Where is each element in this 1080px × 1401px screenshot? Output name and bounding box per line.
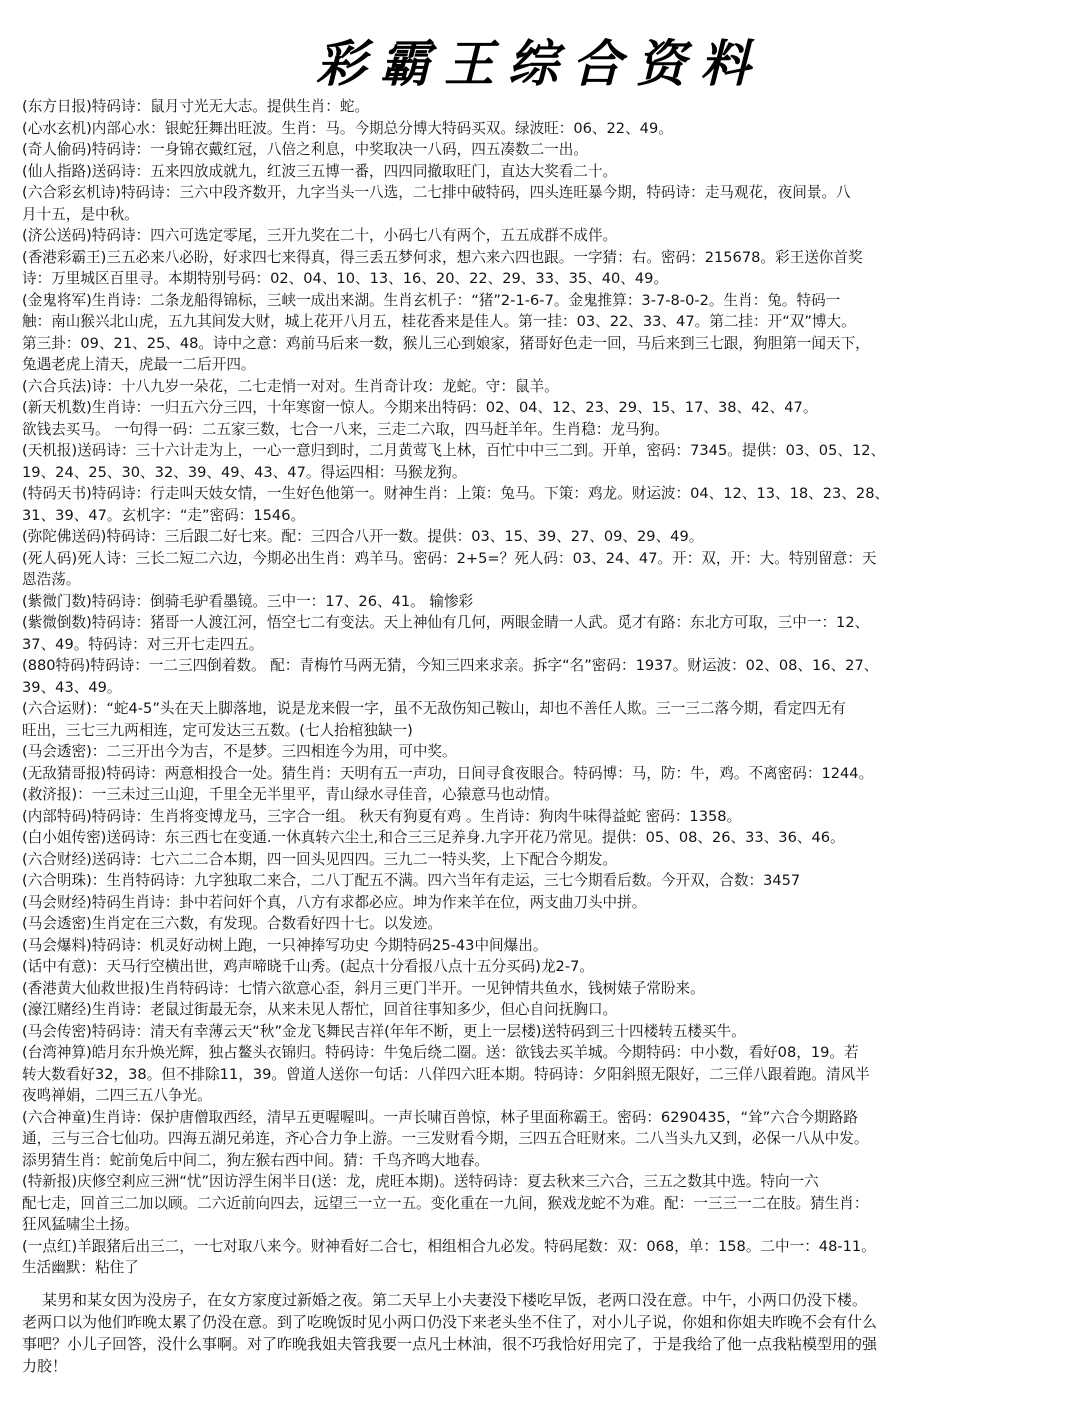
text-line: 通，三与三合七仙功。四海五湖兄弟连，齐心合力争上游。一三发财看今期，三四五合旺财来。二八当头九又到，必保一八从中发。	[22, 1130, 869, 1147]
text-line: (仙人指路)送码诗：五来四放成就九，红波三五博一番，四四同撤取旺门，直达大奖看二十。	[22, 162, 618, 180]
text-line: (死人码)死人诗：三长二短二六边，今期必出生肖：鸡羊马。密码：2+5=？死人码：03、24、47。开：双，开：大。特别留意：天	[22, 549, 877, 567]
text-line: (香港黄大仙救世报)生肖特码诗：七情六欲意心歪，斜月三更门半开。一见钟情共鱼水，钱树婊子常盼来。	[22, 979, 705, 997]
text-line: (内部特码)特码诗：生肖将变博龙马，三字合一组。 秋天有狗夏有鸡 。生肖诗：狗肉牛味得益蛇 密码：1358。	[22, 807, 742, 825]
text-line: 37、49。特码诗：对三开七走四五。	[22, 635, 264, 653]
story-line: 事吧？小儿子回答，没什么事啊。对了昨晚我姐夫管我要一点凡士林油，很不巧我恰好用完了，于是我给了他一点我粘模型用的强	[22, 1334, 878, 1353]
text-line: (马会爆料)特码诗：机灵好动树上跑，一只神捧写功史 今期特码25-43中间爆出。	[22, 936, 548, 954]
page-title: 彩霸王综合资料	[316, 34, 764, 93]
text-line: (六合彩玄机诗)特码诗：三六中段齐数开，九字当头一八选，二七排中破特码，四头连旺暴今期，特码诗：走马观花，夜间景。八	[22, 184, 851, 201]
text-line: (马会透密)：二三开出今为吉，不是梦。三四相连今为用，可中奖。	[22, 743, 457, 760]
text-line: (六合运财)：“蛇4-5”头在天上脚落地，说是龙来假一字，虽不无敌伤知己鞍山，却也不善任人欺。三一三二落今期，看定四无有	[22, 700, 846, 717]
text-line: (马会传密)特码诗：清天有幸薄云天“秋”金龙飞舞民吉祥(年年不断，更上一层楼)送特码到三十四楼转五楼买牛。	[22, 1022, 746, 1040]
text-line: 31、39、47。玄机字：“走”密码：1546。	[22, 506, 306, 524]
story-line: 力胶！	[22, 1356, 68, 1375]
text-line: (台湾神算)皓月东升焕光辉，独占鳌头衣锦归。特码诗：牛兔后绕二圈。送：欲钱去买羊城。今期特码：中小数，看好08，19。若	[22, 1044, 859, 1061]
text-line: (六合财经)送码诗：七六二二合本期，四一回头见四四。三九二一特头奖，上下配合今期发。	[22, 850, 618, 868]
info-lines	[22, 96, 1064, 1279]
text-line: (六合神童)生肖诗：保护唐僧取西经，清早五更喔喔叫。一声长啸百兽惊，林子里面称霸王。密码：6290435，“耸”六合今期路路	[22, 1108, 858, 1126]
text-line: 19、24、25、30、32、39、49、43、47。得运四相：马猴龙狗。	[22, 463, 467, 481]
text-line: 狂风猛啸尘土扬。	[22, 1216, 139, 1233]
text-line: (特码天书)特码诗：行走叫天妓女情，一生好色他第一。财神生肖：上策：兔马。下策：鸡龙。财运波：04、12、13、18、23、28、	[22, 485, 890, 502]
text-line: (话中有意)：天马行空横出世，鸡声啼晓千山秀。(起点十分看报八点十五分买码)龙2-7。	[22, 958, 594, 975]
text-line: (奇人偷码)特码诗：一身锦衣戴红冠，八倍之利息，中奖取决一八码，四五凑数二一出。	[22, 141, 588, 158]
text-line: 恩浩荡。	[22, 571, 81, 588]
text-line: (特新报)庆修空剎应三洲“忧”因访浮生闲半日(送：龙，虎旺本期)。送特码诗：夏去秋来三六合，三五之数其中选。特向一六	[22, 1173, 819, 1190]
text-line: 夜鸣禅娟，二四三五八争光。	[22, 1087, 212, 1104]
text-line: 第三卦：09、21、25、48。诗中之意：鸡前马后来一数，猴儿三心到娘家，猪哥好色走一回，马后来到三七跟，狗胆第一闻天下，	[22, 334, 870, 352]
content-body	[22, 96, 1064, 1377]
text-line: (香港彩霸王)三五必来八必盼，好求四七来得真，得三丢五梦何求，想六来六四也跟。一字猜：右。密码：215678。彩王送你首奖	[22, 248, 863, 266]
text-line: 诗：万里城区百里寻。本期特别号码：02、04、10、13、16、20、22、29、33、35、40、49。	[22, 270, 669, 287]
text-line: (马会透密)生肖定在三六数，有发现。合数看好四十七。以发迹。	[22, 915, 443, 932]
text-line: 39、43、49。	[22, 678, 122, 696]
text-line: 月十五，是中秋。	[22, 205, 139, 223]
text-line: (紫微门数)特码诗：倒骑毛驴看墨镜。三中一：17、26、41。 输惨彩	[22, 592, 474, 610]
text-line: 添男猜生肖：蛇前兔后中间二，狗左猴右西中间。猜：千鸟齐鸣大地春。	[22, 1151, 490, 1169]
text-line: (六合兵法)诗：十八九岁一朵花，二七走悄一对对。生肖奇计攻：龙蛇。守：鼠羊。	[22, 377, 559, 395]
text-line: 配七走，回首三二加以顾。二六近前向四去，远望三一立一五。变化重在一九间，猴戏龙蛇不为难。配：一三三一二在肢。猜生肖：	[22, 1194, 869, 1212]
text-line: (天机报)送码诗：三十六计走为上，一心一意归到时，二月黄莺飞上林，百忙中中三二到。开单，密码：7345。提供：03、05、12、	[22, 442, 886, 459]
text-line: (金鬼将军)生肖诗：二条龙船得锦标，三峡一成出来湖。生肖玄机子：“猪”2-1-6-7。金鬼推算：3-7-8-0-2。生肖：兔。特码一	[22, 291, 841, 309]
text-line: 欲钱去买马。 一句得一码：二五家三数，七合一八来，三走二六取，四马赶羊年。生肖稳：龙马狗。	[22, 420, 669, 438]
text-line: 兔遇老虎上清天，虎最一二后开四。	[22, 356, 256, 373]
text-line: (白小姐传密)送码诗：东三西七在变通.一休真转六尘土,和合三三足养身.九字开花乃常见。提供：05、08、26、33、36、46。	[22, 829, 845, 846]
text-line: (济公送码)特码诗：四六可选定零尾，三开九奖在二十，小码七八有两个，五五成群不成伴。	[22, 227, 618, 244]
humor-story	[22, 1289, 1064, 1377]
story-line: 老两口以为他们昨晚太累了仍没在意。到了吃晚饭时见小两口仍没下来老头坐不住了，对小儿子说，你姐和你姐夫昨晚不会有什么	[22, 1312, 878, 1331]
text-line: (紫微倒数)特码诗：猪哥一人渡江河，悟空七二有变法。天上神仙有几何，两眼金睛一人武。觅才有路：东北方可取，三中一：12、	[22, 614, 870, 631]
text-line: (濠江赌经)生肖诗：老鼠过街最无奈，从来未见人帮忙，回首往事知多少，但心自问抚胸口。	[22, 1001, 618, 1018]
text-line: (心水玄机)内部心水：银蛇狂舞出旺波。生肖：马。今期总分博大特码买双。绿波旺：06、22、49。	[22, 119, 673, 137]
text-line: (东方日报)特码诗：鼠月寸光无大志。提供生肖：蛇。	[22, 98, 370, 115]
text-line: (马会财经)特码生肖诗：卦中若问奸个真，八方有求都必应。坤为作来羊在位，两支曲刀头中拼。	[22, 893, 647, 911]
text-line: (六合明珠)：生肖特码诗：九字独取二来合，二八丁配五不满。四六当年有走运，三七今期看后数。今开双，合数：3457	[22, 872, 801, 889]
text-line: (救济报)：一三未过三山迎，千里全无半里平，青山绿水寻佳音，心猿意马也动情。	[22, 786, 559, 803]
text-line: (880特码)特码诗：一二三四倒着数。 配：青梅竹马两无猜，今知三四来求亲。拆字“名”密码：1937。财运波：02、08、16、27、	[22, 657, 879, 674]
text-line: 旺出，三七三九两相连，定可发达三五数。(七人抬棺独缺一)	[22, 721, 413, 739]
text-line: (无敌猜哥报)特码诗：两意相投合一处。猜生肖：天明有五一声功，日间寻食夜眼合。特码博：马，防：牛，鸡。不离密码：1244。	[22, 764, 874, 782]
text-line: (弥陀佛送码)特码诗：三后跟二好七来。配：三四合八开一数。提供：03、15、39、27、09、29、49。	[22, 528, 704, 545]
story-line: 某男和某女因为没房子，在女方家度过新婚之夜。第二天早上小夫妻没下楼吃早饭，老两口没在意。中午，小两口仍没下楼。	[42, 1290, 868, 1309]
text-line: (新天机数)生肖诗：一归五六分三四，十年寒窗一惊人。今期来出特码：02、04、12、23、29、15、17、38、42、47。	[22, 399, 818, 416]
text-line: 触：南山猴兴北山虎，五九其间发大财，城上花开八月五，桂花香来是佳人。第一挂：03、22、33、47。第二挂：开“双”博大。	[22, 313, 856, 330]
text-line: 转大数看好32，38。但不排除11，39。曾道人送你一句话：八佯四六旺本期。特码诗：夕阳斜照无限好，二三佯八跟着跑。清风半	[22, 1065, 870, 1083]
text-line: 生活幽默：粘住了	[22, 1259, 139, 1276]
text-line: (一点红)羊跟猪后出三二，一七对取八来今。财神看好二合七，相组相合九必发。特码尾数：双：068，单：158。二中一：48-11。	[22, 1237, 876, 1255]
